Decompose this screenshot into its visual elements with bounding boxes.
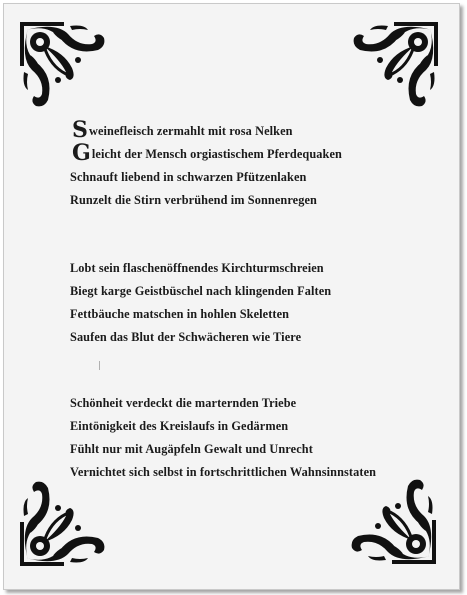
corner-ornament-bottom-left	[14, 472, 114, 572]
poem-page	[3, 3, 460, 590]
poem-line	[70, 140, 410, 166]
stanza-2	[70, 257, 410, 349]
poem-line: Saufen das Blut der Schwächeren wie Tiere	[70, 330, 302, 344]
poem-line: Schnauft liebend in schwarzen Pfützenlaken	[70, 170, 307, 184]
corner-ornament-top-left	[14, 16, 114, 116]
stanza-break	[70, 212, 410, 257]
poem-line-text: leicht der Mensch orgiastischem Pferdequaken	[91, 147, 342, 161]
stanza-3	[70, 392, 410, 484]
corner-ornament-bottom-right	[342, 470, 442, 570]
poem-line: Lobt sein flaschenöffnendes Kirchturmschreien	[70, 261, 324, 275]
poem	[70, 117, 410, 484]
poem-line: Vernichtet sich selbst in fortschrittlichen Wahnsinnstaten	[70, 465, 377, 479]
decorative-initial: G	[72, 140, 91, 166]
poem-line: Runzelt die Stirn verbrühend im Sonnenregen	[70, 193, 317, 207]
corner-ornament-top-right	[344, 16, 444, 116]
poem-line: Fettbäuche matschen in hohlen Skeletten	[70, 307, 290, 321]
poem-line: Biegt karge Geistbüschel nach klingenden Falten	[70, 284, 332, 298]
decorative-initial: S	[72, 117, 88, 143]
poem-line: Eintönigkeit des Kreislaufs in Gedärmen	[70, 419, 289, 433]
poem-line: Fühlt nur mit Augäpfeln Gewalt und Unrecht	[70, 442, 313, 456]
poem-line: Schönheit verdeckt die marternden Triebe	[70, 396, 297, 410]
stanza-break	[70, 349, 410, 392]
stanza-1	[70, 117, 410, 212]
poem-line-text: weinefleisch zermahlt mit rosa Nelken	[89, 124, 293, 138]
poem-line	[70, 117, 410, 143]
